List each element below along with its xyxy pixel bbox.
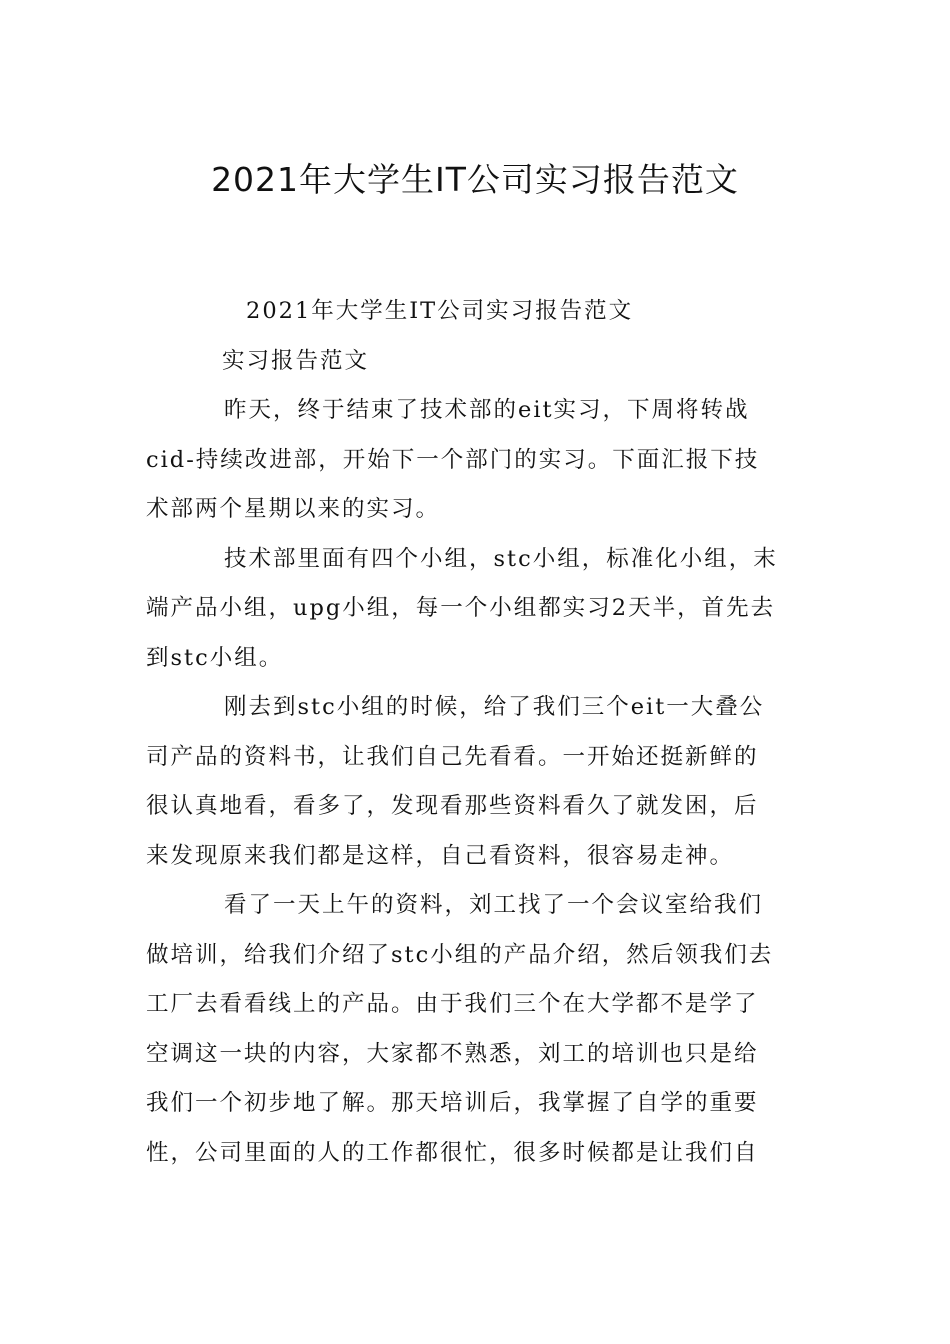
document-title: 2021年大学生IT公司实习报告范文	[211, 160, 739, 199]
paragraph-line: 刚去到stc小组的时候，给了我们三个eit一大叠公	[224, 694, 765, 720]
paragraph-line: 空调这一块的内容，大家都不熟悉，刘工的培训也只是给	[146, 1040, 759, 1067]
body-heading: 2021年大学生IT公司实习报告范文	[246, 298, 634, 324]
paragraph-line: 做培训，给我们介绍了stc小组的产品介绍，然后领我们去	[146, 941, 774, 968]
paragraph-line: 术部两个星期以来的实习。	[146, 496, 441, 522]
paragraph-4	[146, 881, 808, 1178]
paragraph-line: 司产品的资料书，让我们自己先看看。一开始还挺新鲜的	[146, 743, 759, 770]
paragraph-2	[146, 535, 808, 684]
paragraph-line: 昨天，终于结束了技术部的eit实习，下周将转战	[224, 397, 750, 423]
paragraph-line: 端产品小组，upg小组，每一个小组都实习2天半，首先去	[146, 595, 776, 621]
paragraph-line: cid-持续改进部，开始下一个部门的实习。下面汇报下技	[146, 446, 760, 473]
paragraph-1	[146, 386, 808, 535]
paragraph-line: 来发现原来我们都是这样，自己看资料，很容易走神。	[146, 842, 735, 869]
paragraph-line: 我们一个初步地了解。那天培训后，我掌握了自学的重要	[146, 1090, 759, 1116]
paragraph-line: 到stc小组。	[146, 644, 284, 671]
paragraph-line: 很认真地看，看多了，发现看那些资料看久了就发困，后	[146, 793, 759, 819]
body-subheading: 实习报告范文	[222, 347, 370, 374]
document-body	[146, 287, 808, 1178]
paragraph-line: 技术部里面有四个小组，stc小组，标准化小组，末	[224, 545, 778, 572]
paragraph-line: 工厂去看看线上的产品。由于我们三个在大学都不是学了	[146, 991, 759, 1017]
paragraph-line: 性，公司里面的人的工作都很忙，很多时候都是让我们自	[146, 1139, 759, 1166]
paragraph-line: 看了一天上午的资料，刘工找了一个会议室给我们	[224, 892, 764, 918]
paragraph-3	[146, 683, 808, 881]
